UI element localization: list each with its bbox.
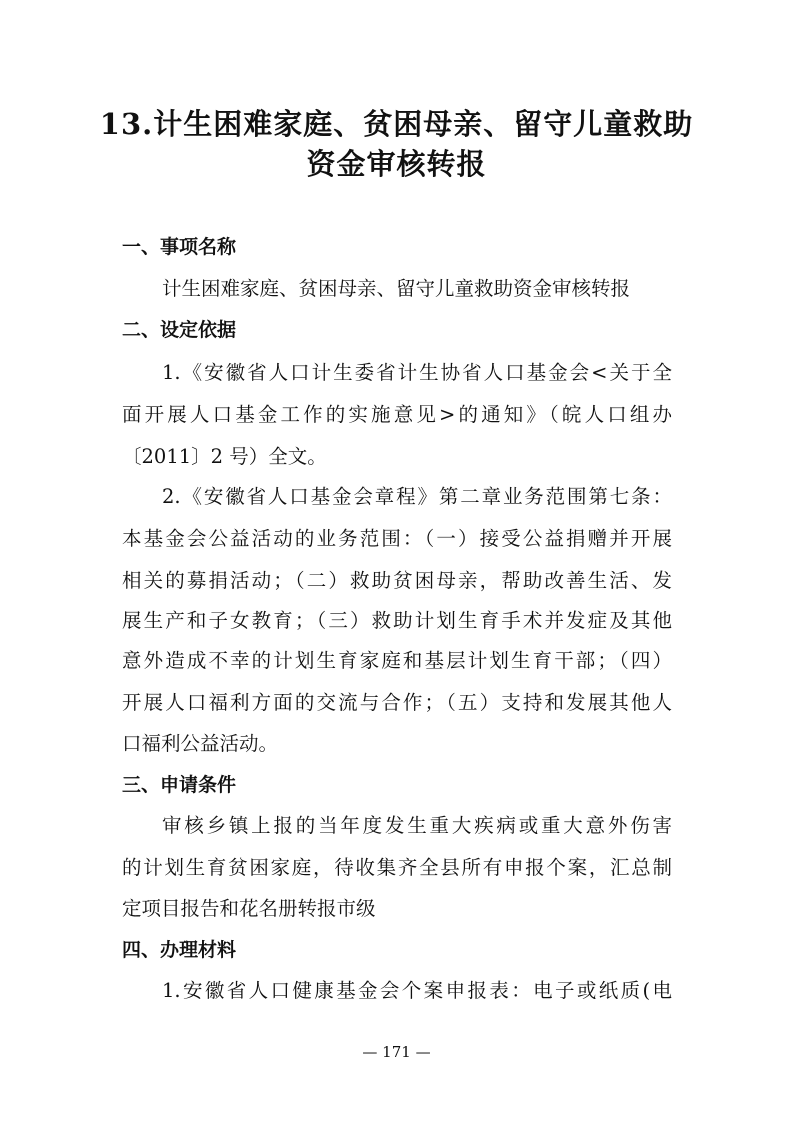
conditions-line-2: 的计划生育贫困家庭，待收集齐全县所有申报个案，汇总制 — [122, 856, 672, 879]
basis-p2-line-6: 开展人口福利方面的交流与合作；（五）支持和发展其他人 — [122, 691, 672, 714]
document-title-line-1: 13.计生困难家庭、贫困母亲、留守儿童救助 — [99, 107, 694, 141]
section-heading-basis: 二、设定依据 — [122, 319, 237, 341]
conditions-line-3: 定项目报告和花名册转报市级 — [122, 897, 376, 920]
section-heading-conditions: 三、申请条件 — [122, 774, 237, 796]
basis-p1-line-1: 1.《安徽省人口计生委省计生协省人口基金会<关于全 — [162, 361, 672, 384]
basis-p2-line-2: 本基金会公益活动的业务范围：（一）接受公益捐赠并开展 — [122, 527, 672, 550]
basis-p2-line-3: 相关的募捐活动；（二）救助贫困母亲，帮助改善生活、发 — [122, 569, 672, 592]
materials-line-1: 1.安徽省人口健康基金会个案申报表：电子或纸质(电 — [162, 979, 672, 1002]
section-heading-materials: 四、办理材料 — [122, 939, 237, 961]
basis-p2-line-4: 展生产和子女教育；（三）救助计划生育手术并发症及其他 — [122, 609, 672, 632]
basis-p2-line-5: 意外造成不幸的计划生育家庭和基层计划生育干部；（四） — [122, 649, 672, 672]
basis-p2-line-1: 2.《安徽省人口基金会章程》第二章业务范围第七条： — [162, 485, 672, 508]
item-name-text: 计生困难家庭、贫困母亲、留守儿童救助资金审核转报 — [162, 277, 631, 300]
section-heading-item-name: 一、事项名称 — [122, 236, 237, 258]
basis-p1-line-2: 面开展人口基金工作的实施意见>的通知》（皖人口组办 — [122, 403, 672, 426]
conditions-line-1: 审核乡镇上报的当年度发生重大疾病或重大意外伤害 — [162, 814, 672, 837]
basis-p1-line-3: 〔2011〕2 号）全文。 — [122, 445, 327, 468]
document-title-line-2: 资金审核转报 — [306, 147, 487, 181]
page-number: — 171 — — [362, 1043, 431, 1061]
basis-p2-line-7: 口福利公益活动。 — [122, 732, 279, 755]
